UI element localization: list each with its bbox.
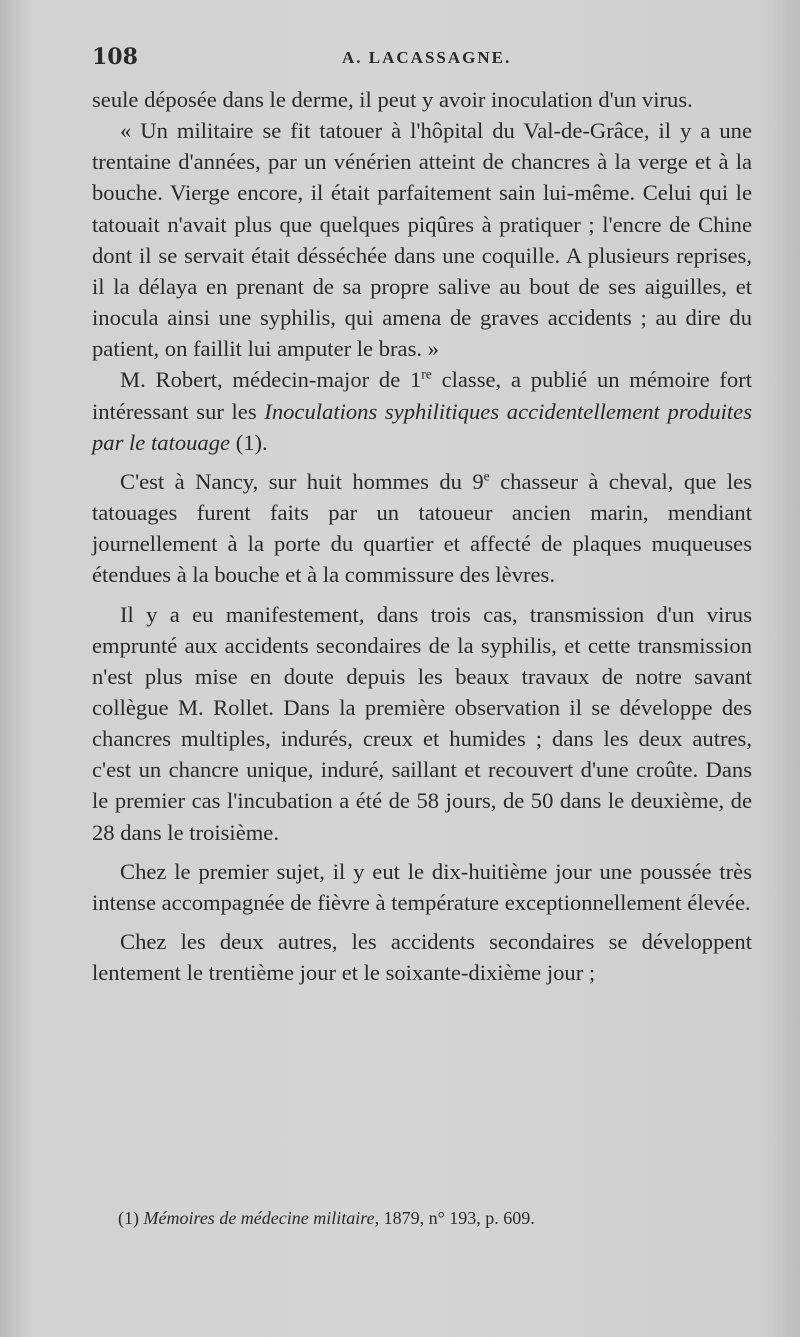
superscript: re — [421, 366, 432, 382]
paragraph-robert — [92, 364, 752, 457]
footnote-rest: , 1879, n° 193, p. 609. — [374, 1208, 535, 1228]
superscript: e — [483, 468, 490, 484]
text: classe, a publié un mémoire fort intéressant sur les — [92, 367, 752, 424]
paragraph: Il y a eu manifestement, dans trois cas, transmission d'un virus emprunté aux accidents secondaires de la syphilis, et cette transmission n'est plus mise en doute depuis les beaux travaux de notre savant collègue M. Rollet. Dans la première observation il se développe des chancres multiples, indurés, creux et humides ; dans les deux autres, c'est un chancre unique, induré, saillant et recouvert d'une croûte. Dans le premier cas l'incubation a été de 58 jours, de 50 dans le deuxième, de 28 dans le troisième. — [92, 601, 752, 845]
text: chasseur à cheval, que les tatouages furent faits par un tatoueur ancien marin, mendiant journellement à la porte du quartier et affecté de plaques muqueuses étendues à la bouche et à la commissure des lèvres. — [92, 468, 752, 588]
text: C'est à Nancy, sur huit hommes du 9 — [120, 468, 484, 494]
footnote-marker: (1) — [118, 1208, 139, 1228]
paragraph: Chez le premier sujet, il y eut le dix-huitième jour une poussée très intense accompagnée de fièvre à température exceptionnellement élevée. — [92, 858, 752, 915]
italic-title: Inoculations syphilitiques accidentellement produites par le tatouage — [92, 398, 752, 455]
running-head: A. LACASSAGNE. — [342, 48, 512, 67]
paragraph: seule déposée dans le derme, il peut y avoir inoculation d'un virus. — [92, 87, 693, 112]
paragraph-nancy — [92, 466, 752, 591]
text: M. Robert, médecin-major de 1 — [120, 367, 422, 393]
page-header — [92, 44, 752, 74]
paragraph: « Un militaire se fit tatouer à l'hôpital du Val-de-Grâce, il y a une trentaine d'années, par un vénérien atteint de chancres à la verge et à la bouche. Vierge encore, il était parfaitement sain lui-même. Celui qui le tatouait n'avait plus que quelques piqûres à pratiquer ; l'encre de Chine dont il se servait était désséchée dans une coquille. A plusieurs reprises, il la délaya en prenant de sa propre salive au bout de ses aiguilles, et inocula ainsi une syphilis, qui amena de graves accidents ; au dire du patient, on faillit lui amputer le bras. » — [92, 118, 752, 362]
page-number: 108 — [92, 44, 138, 70]
footnote-title: Mémoires de médecine militaire — [143, 1208, 375, 1228]
text: (1). — [230, 429, 268, 455]
body-text — [92, 84, 752, 988]
paragraph: Chez les deux autres, les accidents secondaires se développent lentement le trentième jour et le soixante-dixième jour ; — [92, 929, 752, 986]
footnote — [118, 1208, 758, 1229]
